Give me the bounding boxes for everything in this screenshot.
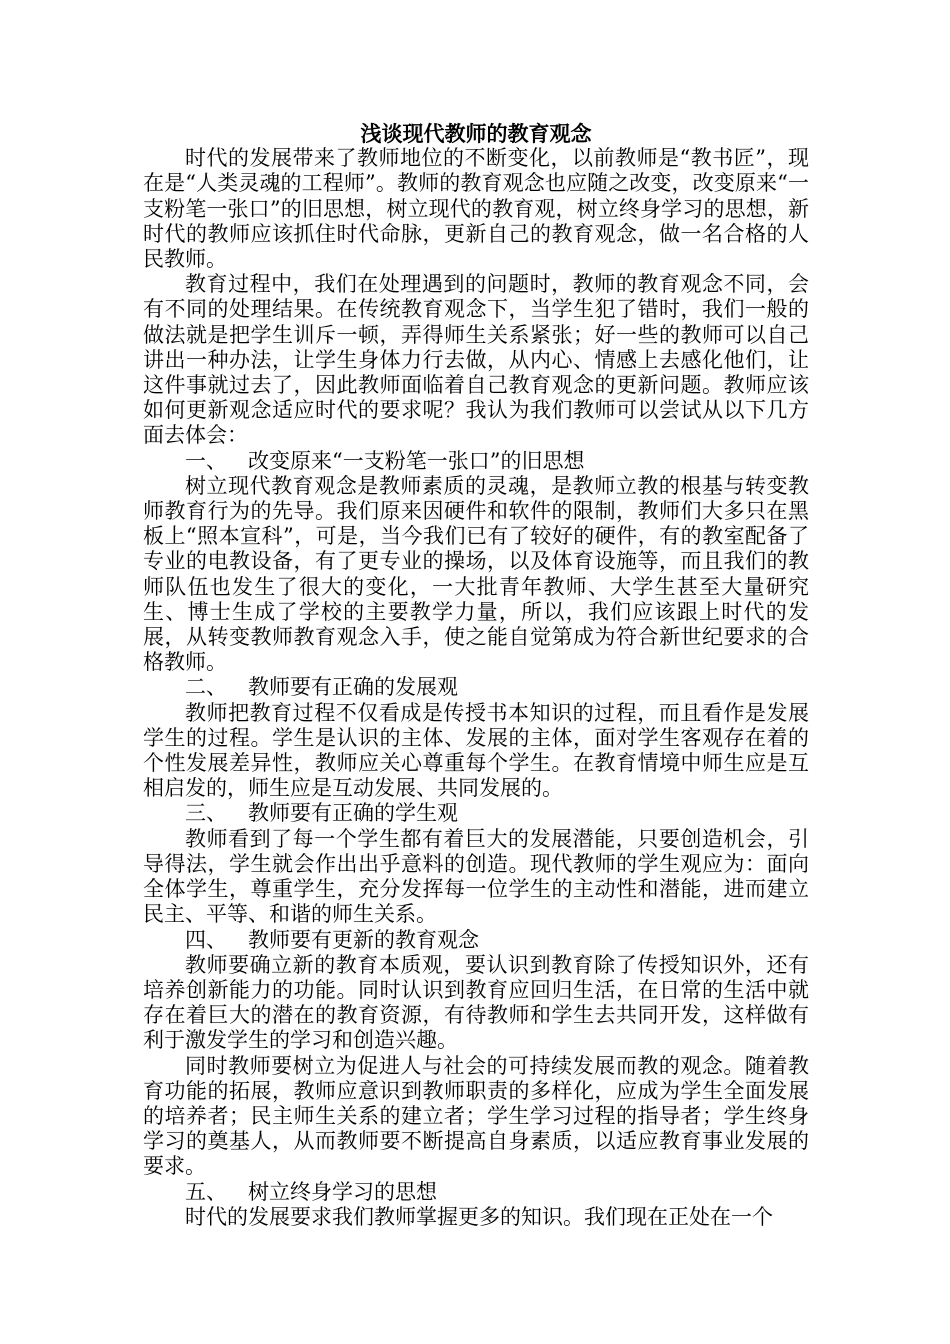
intro-paragraph-2: 教育过程中，我们在处理遇到的问题时，教师的教育观念不同，会有不同的处理结果。在传统教育观念下，当学生犯了错时，我们一般的做法就是把学生训斥一顿，弄得师生关系紧张；好一些的教师可以自己讲出一种办法，让学生身体力行去做，从内心、情感上去感化他们，让这件事就过去了，因此教师面临着自己教育观念的更新问题。教师应该如何更新观念适应时代的要求呢？我认为我们教师可以尝试从以下几方面去体会：: [143, 272, 809, 448]
section-heading-text: 改变原来“一支粉笔一张口”的旧思想: [248, 448, 585, 473]
section-number: 四、: [185, 927, 227, 952]
section-heading-1: [143, 449, 809, 474]
section-heading-text: 树立终身学习的思想: [248, 1179, 437, 1204]
section-number: 一、: [185, 448, 227, 473]
section-2-paragraph-1: 教师把教育过程不仅看成是传授书本知识的过程，而且看作是发展学生的过程。学生是认识的主体、发展的主体，面对学生客观存在着的个性发展差异性，教师应关心尊重每个学生。在教育情境中师生应是互相启发的，师生应是互动发展、共同发展的。: [143, 700, 809, 801]
section-heading-text: 教师要有正确的发展观: [248, 675, 458, 700]
section-heading-text: 教师要有正确的学生观: [248, 801, 458, 826]
section-number: 二、: [185, 675, 227, 700]
section-3-paragraph-1: 教师看到了每一个学生都有着巨大的发展潜能，只要创造机会，引导得法，学生就会作出出乎意料的创造。现代教师的学生观应为：面向全体学生，尊重学生，充分发挥每一位学生的主动性和潜能，进而建立民主、平等、和谐的师生关系。: [143, 826, 809, 927]
document-title: 浅谈现代教师的教育观念: [360, 121, 592, 146]
section-4-paragraph-1: 教师要确立新的教育本质观，要认识到教育除了传授知识外，还有培养创新能力的功能。同时认识到教育应回归生活，在日常的生活中就存在着巨大的潜在的教育资源，有待教师和学生去共同开发，这样做有利于激发学生的学习和创造兴趣。: [143, 952, 809, 1053]
section-5-paragraph-1: 时代的发展要求我们教师掌握更多的知识。我们现在正处在一个: [185, 1204, 773, 1229]
section-heading-3: [143, 801, 809, 826]
document-page: [143, 121, 809, 1230]
section-heading-4: [143, 928, 809, 953]
section-number: 三、: [185, 801, 227, 826]
section-1-paragraph-1: 树立现代教育观念是教师素质的灵魂，是教师立教的根基与转变教师教育行为的先导。我们原来因硬件和软件的限制，教师们大多只在黑板上“照本宣科”，可是，当今我们已有了较好的硬件，有的教室配备了专业的电教设备，有了更专业的操场，以及体育设施等，而且我们的教师队伍也发生了很大的变化，一大批青年教师、大学生甚至大量研究生、博士生成了学校的主要教学力量，所以，我们应该跟上时代的发展，从转变教师教育观念入手，使之能自觉第成为符合新世纪要求的合格教师。: [143, 473, 809, 675]
section-number: 五、: [185, 1179, 227, 1204]
section-heading-5: [143, 1180, 809, 1205]
intro-paragraph-1: 时代的发展带来了教师地位的不断变化，以前教师是“教书匠”，现在是“人类灵魂的工程师”。教师的教育观念也应随之改变，改变原来“一支粉笔一张口”的旧思想，树立现代的教育观，树立终身学习的思想，新时代的教师应该抓住时代命脉，更新自己的教育观念，做一名合格的人民教师。: [143, 146, 809, 272]
section-heading-text: 教师要有更新的教育观念: [248, 927, 479, 952]
section-4-paragraph-2: 同时教师要树立为促进人与社会的可持续发展而教的观念。随着教育功能的拓展，教师应意识到教师职责的多样化，应成为学生全面发展的培养者；民主师生关系的建立者；学生学习过程的指导者；学生终身学习的奠基人，从而教师要不断提高自身素质，以适应教育事业发展的要求。: [143, 1053, 809, 1179]
section-heading-2: [143, 675, 809, 700]
